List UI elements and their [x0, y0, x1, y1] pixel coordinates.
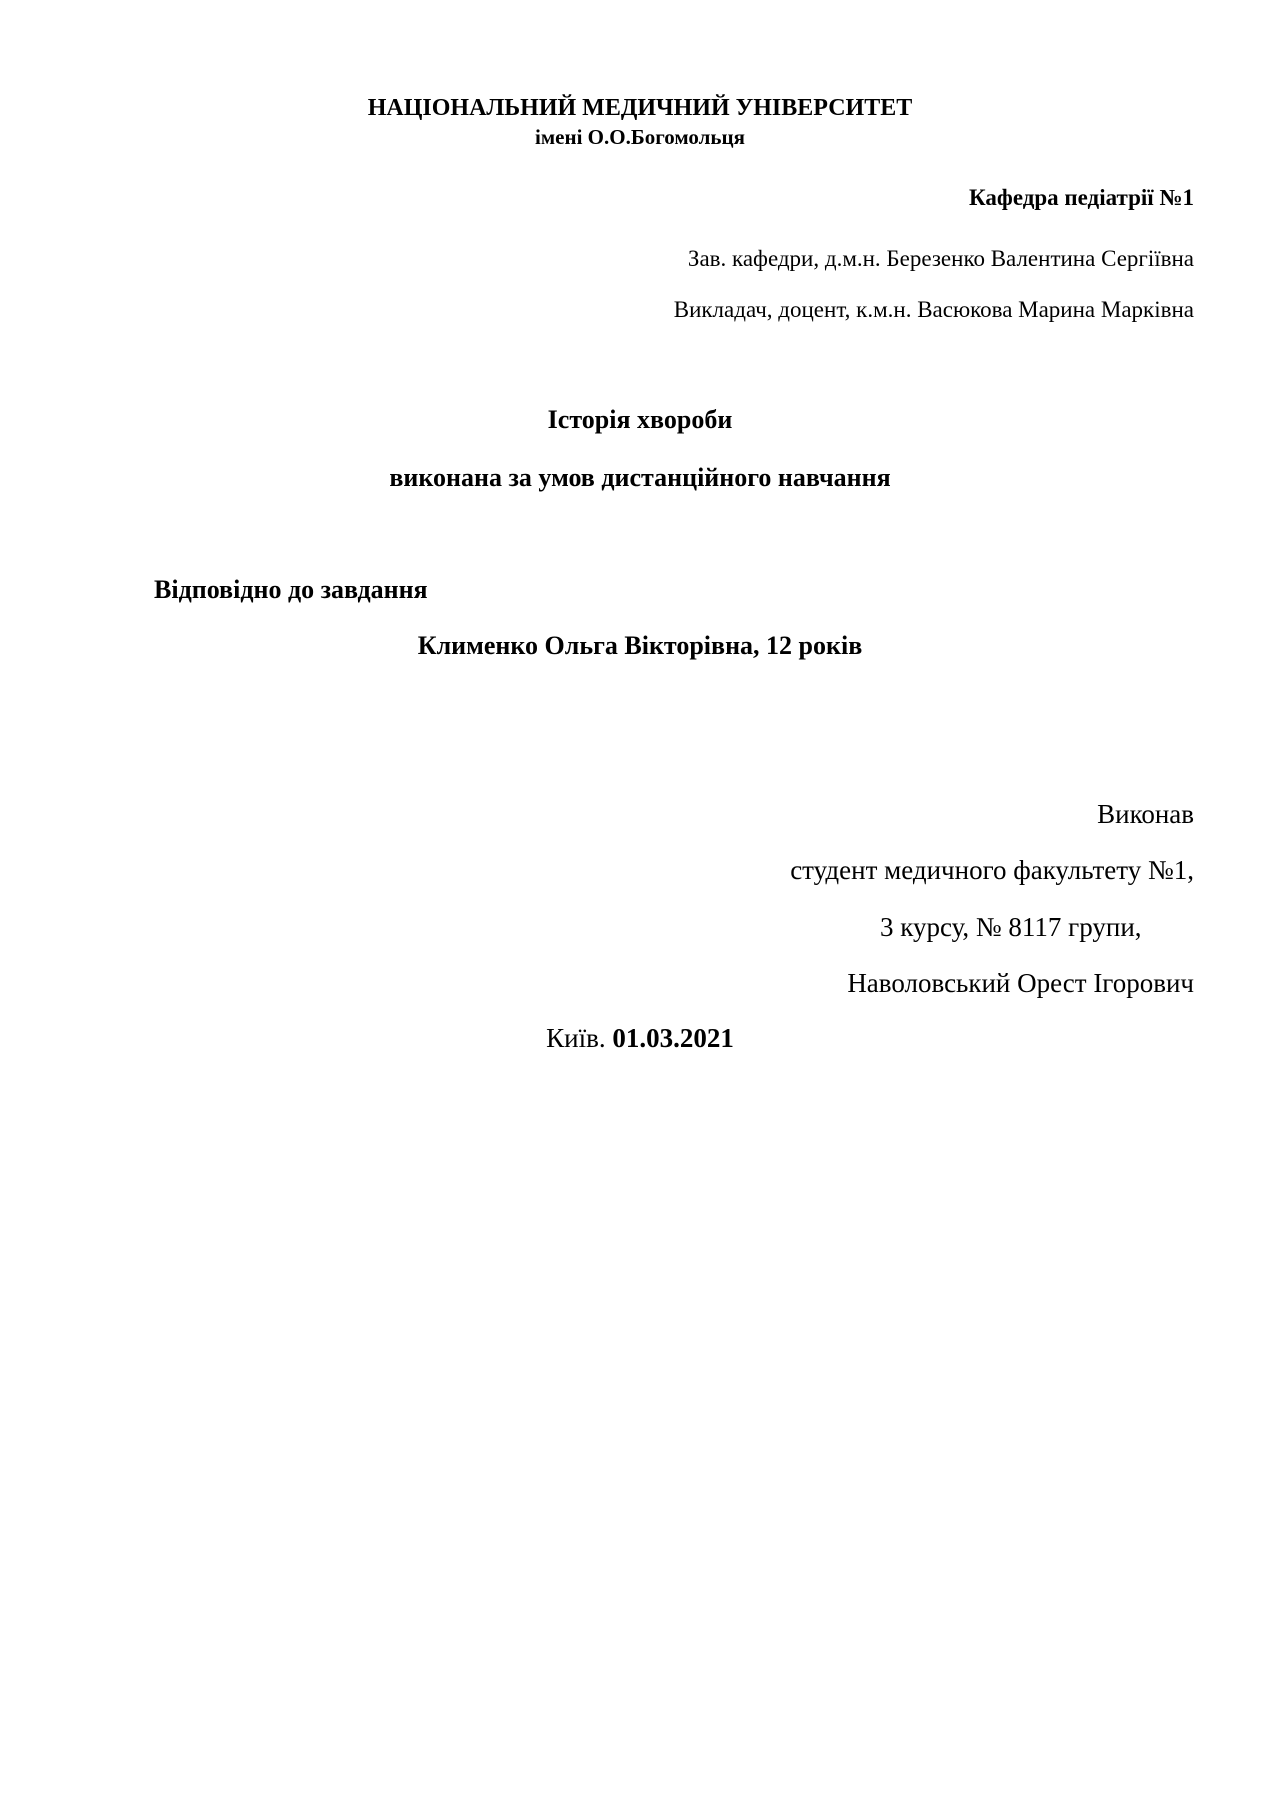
document-subtitle: виконана за умов дистанційного навчання: [389, 463, 891, 492]
author-name: Наволовський Орест Ігорович: [847, 968, 1194, 998]
footer-date: 01.03.2021: [612, 1023, 734, 1053]
patient-name: Клименко Ольга Вікторівна, 12 років: [417, 631, 863, 660]
assignment-label: Відповідно до завдання: [154, 575, 428, 604]
document-title: Історія хвороби: [547, 405, 733, 434]
author-faculty: студент медичного факультету №1,: [790, 855, 1194, 885]
department-name: Кафедра педіатрії №1: [969, 185, 1194, 210]
author-group: 3 курсу, № 8117 групи,: [880, 912, 1142, 942]
footer-city: Київ.: [546, 1023, 606, 1053]
university-name: НАЦІОНАЛЬНИЙ МЕДИЧНИЙ УНІВЕРСИТЕТ: [367, 95, 913, 121]
footer-place-date: [0, 1025, 1280, 1052]
lecturer: Викладач, доцент, к.м.н. Васюкова Марина Марківна: [673, 297, 1194, 322]
author-label: Виконав: [1097, 799, 1194, 829]
head-of-department: Зав. кафедри, д.м.н. Березенко Валентина Сергіївна: [687, 246, 1194, 271]
university-named-after: імені О.О.Богомольця: [535, 125, 745, 149]
